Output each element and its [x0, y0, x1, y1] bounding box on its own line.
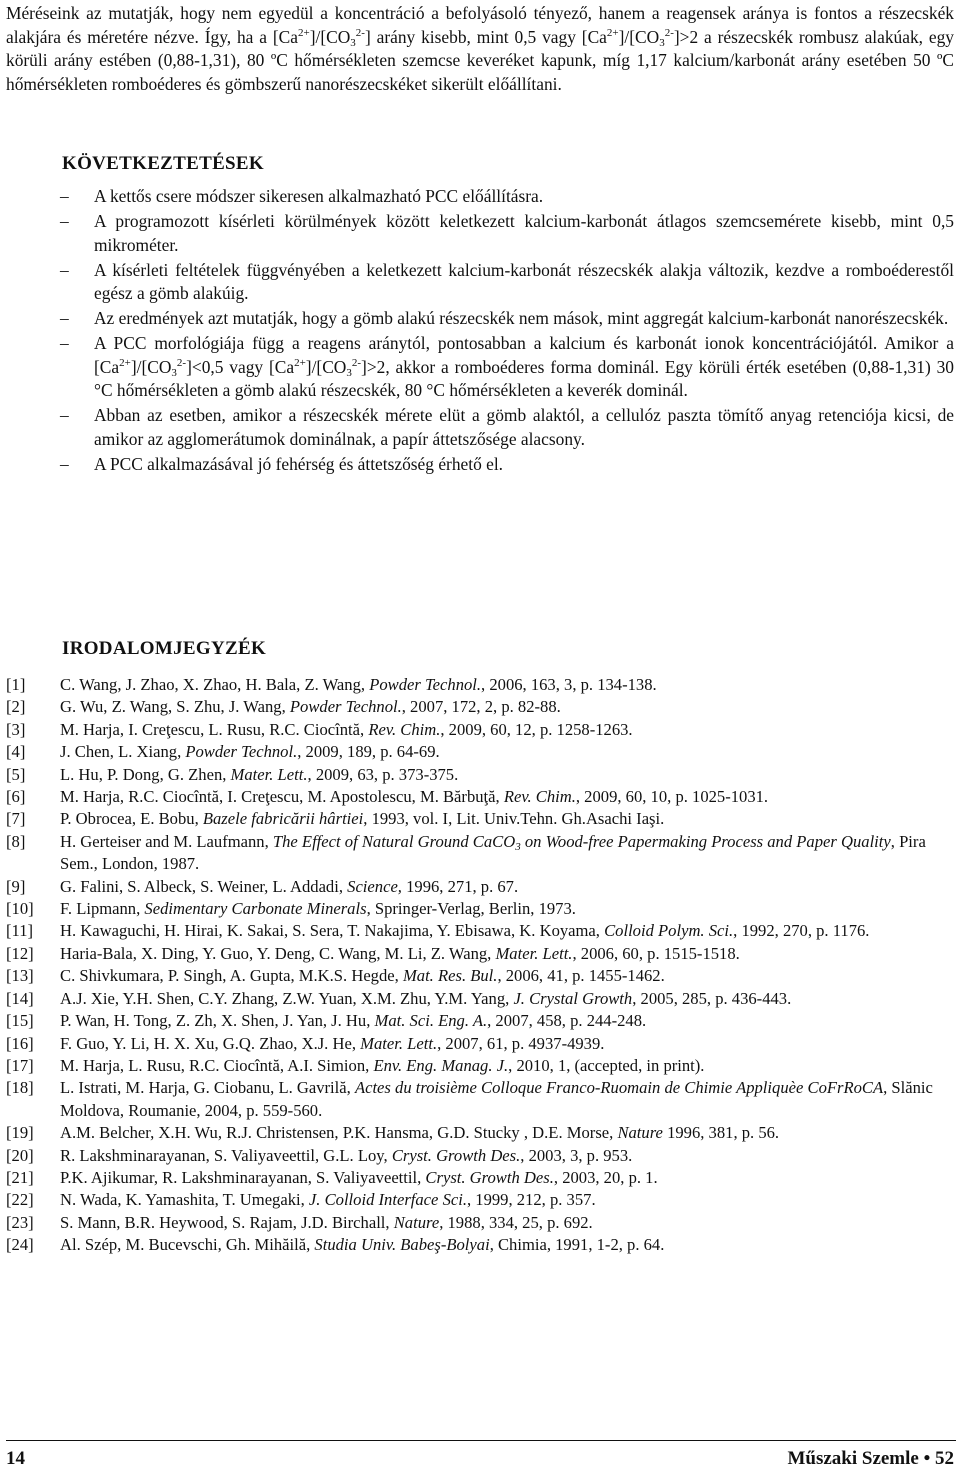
- reference-text: M. Harja, I. Creţescu, L. Rusu, R.C. Ciocîntă, Rev. Chim., 2009, 60, 12, p. 1258-1263.: [60, 719, 633, 739]
- reference-number: [23]: [6, 1212, 34, 1232]
- reference-text: R. Lakshminarayanan, S. Valiyaveettil, G.L. Loy, Cryst. Growth Des., 2003, 3, p. 953.: [60, 1145, 633, 1165]
- reference-text: F. Lipmann, Sedimentary Carbonate Minerals, Springer-Verlag, Berlin, 1973.: [60, 899, 576, 919]
- dash-bullet: –: [60, 333, 69, 353]
- reference-text: Al. Szép, M. Bucevschi, Gh. Mihăilă, Studia Univ. Babeş-Bolyai, Chimia, 1991, 1-2, p. 64.: [60, 1235, 665, 1255]
- reference-text: M. Harja, L. Rusu, R.C. Ciocîntă, A.I. Simion, Env. Eng. Manag. J., 2010, 1, (accepted, in print).: [60, 1055, 705, 1075]
- reference-item: [6, 764, 956, 786]
- dash-bullet: –: [60, 211, 69, 231]
- reference-text: G. Falini, S. Albeck, S. Weiner, L. Addadi, Science, 1996, 271, p. 67.: [60, 876, 519, 896]
- reference-item: [6, 898, 956, 920]
- reference-number: [18]: [6, 1078, 34, 1098]
- reference-text: L. Hu, P. Dong, G. Zhen, Mater. Lett., 2009, 63, p. 373-375.: [60, 764, 459, 784]
- reference-number: [19]: [6, 1123, 34, 1143]
- conclusion-item: [6, 404, 954, 451]
- reference-number: [2]: [6, 697, 26, 717]
- reference-item: [6, 988, 956, 1010]
- reference-text: P. Wan, H. Tong, Z. Zh, X. Shen, J. Yan, J. Hu, Mat. Sci. Eng. A., 2007, 458, p. 244-248.: [60, 1011, 647, 1031]
- reference-number: [17]: [6, 1055, 34, 1075]
- conclusion-item: [6, 259, 954, 306]
- dash-bullet: –: [60, 308, 69, 328]
- reference-number: [7]: [6, 809, 26, 829]
- reference-number: [10]: [6, 899, 34, 919]
- reference-number: [1]: [6, 675, 26, 694]
- conclusion-text: A PCC morfológiája függ a reagens aránytól, pontosabban a kalcium és karbonát ionok koncentrációjától. Amikor a $[Ca^{2+}]/[CO_3^{2-}]<0,5$ vagy $[Ca^{2+}]/[CO_3^{2-}]>2$, akkor a romboéderes forma dominál. Egy körüli érték esetében (0,88-1,31) 30 °C hőmérsékleten a gömb alakú részecskék, 80 °C hőmérsékleten a keverék dominál.: [94, 333, 954, 400]
- conclusion-item: [6, 332, 954, 403]
- conclusion-text: Az eredmények azt mutatják, hogy a gömb alakú részecskék nem mások, mint aggregát kalcium-karbonát nanorészecskék.: [94, 308, 949, 328]
- reference-number: [20]: [6, 1145, 34, 1165]
- reference-text: N. Wada, K. Yamashita, T. Umegaki, J. Colloid Interface Sci., 1999, 212, p. 357.: [60, 1190, 596, 1210]
- reference-text: L. Istrati, M. Harja, G. Ciobanu, L. Gavrilă, Actes du troisième Colloque Franco-Ruomain de Chimie Appliquèe CoFrRoCA, Slănic Moldova, Roumanie, 2004, p. 559-560.: [60, 1078, 933, 1120]
- conclusion-item: [6, 453, 954, 477]
- reference-item: [6, 1010, 956, 1032]
- reference-text: J. Chen, L. Xiang, Powder Technol., 2009, 189, p. 64-69.: [60, 742, 440, 762]
- references-list: [6, 674, 956, 1257]
- reference-item: [6, 1189, 956, 1211]
- reference-number: [24]: [6, 1235, 34, 1255]
- reference-item: [6, 674, 956, 696]
- reference-number: [9]: [6, 876, 26, 896]
- reference-number: [6]: [6, 787, 26, 807]
- reference-item: [6, 831, 956, 876]
- reference-item: [6, 719, 956, 741]
- reference-text: H. Kawaguchi, H. Hirai, K. Sakai, S. Sera, T. Nakajima, Y. Ebisawa, K. Koyama, Colloid Polym. Sci., 1992, 270, p. 1176.: [60, 921, 870, 941]
- conclusion-text: A kísérleti feltételek függvényében a keletkezett kalcium-karbonát részecskék alakja változik, kezdve a romboéderestől egész a gömb alakúig.: [94, 259, 954, 303]
- reference-item: [6, 943, 956, 965]
- reference-item: [6, 696, 956, 718]
- reference-number: [21]: [6, 1167, 34, 1187]
- reference-number: [11]: [6, 921, 34, 941]
- reference-text: A.M. Belcher, X.H. Wu, R.J. Christensen, P.K. Hansma, G.D. Stucky , D.E. Morse, Nature 1996, 381, p. 56.: [60, 1123, 780, 1143]
- reference-item: [6, 1167, 956, 1189]
- dash-bullet: –: [60, 453, 69, 474]
- reference-text: P.K. Ajikumar, R. Lakshminarayanan, S. Valiyaveettil, Cryst. Growth Des., 2003, 20, p. 1.: [60, 1167, 658, 1187]
- reference-text: Haria-Bala, X. Ding, Y. Guo, Y. Deng, C. Wang, M. Li, Z. Wang, Mater. Lett., 2006, 60, p. 1515-1518.: [60, 943, 740, 963]
- reference-item: [6, 1122, 956, 1144]
- conclusions-heading: KÖVETKEZTETÉSEK: [62, 153, 264, 174]
- conclusion-text: A kettős csere módszer sikeresen alkalmazható PCC előállításra.: [94, 186, 544, 206]
- footer-rule: [6, 1440, 956, 1441]
- conclusion-text: A programozott kísérleti körülmények között keletkezett kalcium-karbonát átlagos szemcsemérete kisebb, mint 0,5 mikrométer.: [94, 211, 954, 255]
- reference-number: [16]: [6, 1033, 34, 1053]
- conclusion-item: [6, 185, 954, 209]
- reference-item: [6, 1145, 956, 1167]
- reference-text: A.J. Xie, Y.H. Shen, C.Y. Zhang, Z.W. Yuan, X.M. Zhu, Y.M. Yang, J. Crystal Growth, 2005, 285, p. 436-443.: [60, 988, 792, 1008]
- reference-item: [6, 1212, 956, 1234]
- reference-number: [14]: [6, 988, 34, 1008]
- conclusion-item: [6, 307, 954, 331]
- dash-bullet: –: [60, 259, 69, 280]
- reference-text: H. Gerteiser and M. Laufmann, The Effect of Natural Ground CaCO$_3$ on Wood-free Papermaking Process and Paper Quality, Pira Sem., London, 1987.: [60, 831, 926, 874]
- references-heading: IRODALOMJEGYZÉK: [62, 638, 267, 659]
- reference-text: C. Wang, J. Zhao, X. Zhao, H. Bala, Z. Wang, Powder Technol., 2006, 163, 3, p. 134-138.: [60, 675, 657, 694]
- reference-item: [6, 808, 956, 830]
- dash-bullet: –: [60, 186, 69, 206]
- reference-item: [6, 1234, 956, 1256]
- reference-number: [12]: [6, 943, 34, 963]
- reference-number: [8]: [6, 831, 26, 851]
- reference-number: [5]: [6, 764, 26, 784]
- reference-item: [6, 876, 956, 898]
- reference-item: [6, 786, 956, 808]
- conclusion-item: [6, 210, 954, 257]
- intro-paragraph: Méréseink az mutatják, hogy nem egyedül a koncentráció a befolyásoló tényező, hanem a reagensek aránya is fontos a részecskék alakjára és méretére nézve. Így, ha a $[Ca^{2+}]/[CO_3^{2-}]$ arány kisebb, mint 0,5 vagy $[Ca^{2+}]/[CO_3^{2-}]>2$ a részecskék rombusz alakúak, egy körüli arány estében (0,88-1,31), 80 ºC hőmérsékleten szemcse keveréket kapunk, míg 1,17 kalcium/karbonát arány esetében 50 ºC hőmérsékleten romboéderes és gömbszerű nanorészecskéket sikerült előállítani.: [6, 3, 954, 94]
- reference-text: M. Harja, R.C. Ciocîntă, I. Creţescu, M. Apostolescu, M. Bărbuţă, Rev. Chim., 2009, 60, 10, p. 1025-1031.: [60, 787, 769, 807]
- page-number: 14: [6, 1448, 25, 1469]
- dash-bullet: –: [60, 405, 69, 425]
- reference-number: [3]: [6, 719, 26, 739]
- reference-item: [6, 920, 956, 942]
- journal-name: Műszaki Szemle • 52: [787, 1448, 954, 1469]
- reference-text: G. Wu, Z. Wang, S. Zhu, J. Wang, Powder Technol., 2007, 172, 2, p. 82-88.: [60, 697, 561, 717]
- conclusion-text: A PCC alkalmazásával jó fehérség és áttetszőség érhető el.: [94, 453, 504, 474]
- reference-text: F. Guo, Y. Li, H. X. Xu, G.Q. Zhao, X.J. He, Mater. Lett., 2007, 61, p. 4937-4939.: [60, 1033, 605, 1053]
- reference-item: [6, 741, 956, 763]
- conclusion-text: Abban az esetben, amikor a részecskék mérete elüt a gömb alaktól, a cellulóz paszta tömítő anyag retenciója kicsi, de amikor az agglomerátumok dominálnak, a papír áttetszősége alacsony.: [94, 405, 954, 449]
- conclusions-list: [6, 185, 954, 478]
- reference-item: [6, 1077, 956, 1122]
- reference-number: [22]: [6, 1190, 34, 1210]
- reference-item: [6, 1055, 956, 1077]
- reference-number: [13]: [6, 966, 34, 986]
- reference-item: [6, 1033, 956, 1055]
- reference-item: [6, 965, 956, 987]
- reference-number: [15]: [6, 1011, 34, 1031]
- reference-number: [4]: [6, 742, 26, 762]
- reference-text: P. Obrocea, E. Bobu, Bazele fabricării hârtiei, 1993, vol. I, Lit. Univ.Tehn. Gh.Asachi Iaşi.: [60, 809, 665, 829]
- reference-text: S. Mann, B.R. Heywood, S. Rajam, J.D. Birchall, Nature, 1988, 334, 25, p. 692.: [60, 1212, 593, 1232]
- reference-text: C. Shivkumara, P. Singh, A. Gupta, M.K.S. Hegde, Mat. Res. Bul., 2006, 41, p. 1455-1462.: [60, 966, 665, 986]
